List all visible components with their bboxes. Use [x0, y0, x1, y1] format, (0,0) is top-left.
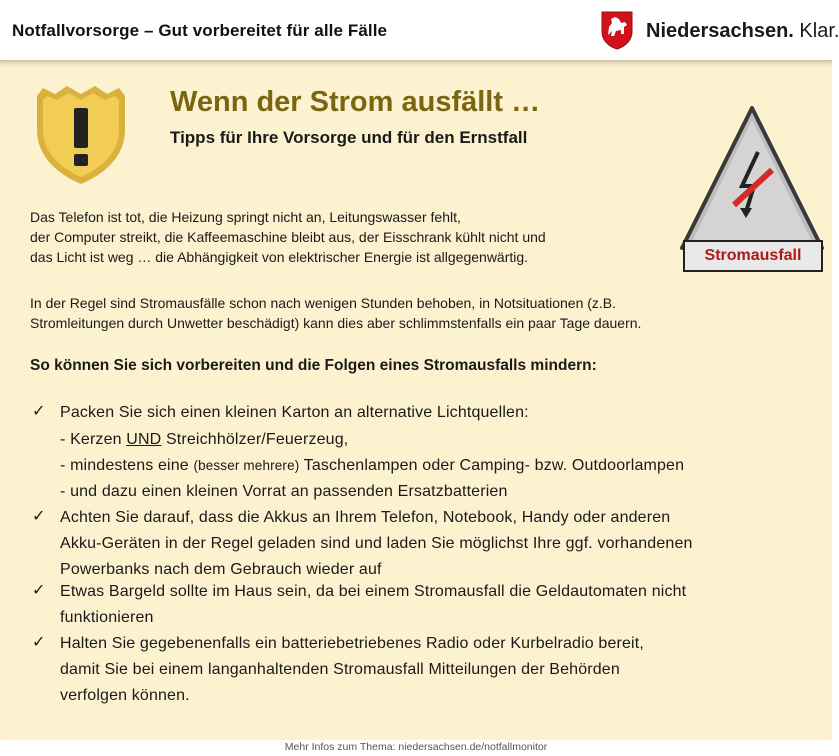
tip-line: verfolgen können. — [60, 687, 190, 704]
regel-line: Stromleitungen durch Unwetter beschädigt) kann dies aber schlimmstenfalls ein paar Tage dauern. — [30, 315, 642, 331]
tip-line: funktionieren — [60, 609, 154, 626]
emphasis-und: UND — [126, 431, 162, 448]
logo-claim: Klar. — [799, 20, 839, 42]
regel-line: In der Regel sind Stromausfälle schon nach wenigen Stunden behoben, in Notsituationen (z.B. — [30, 295, 617, 311]
niedersachsen-shield-logo-icon — [600, 10, 634, 50]
intro-line: Das Telefon ist tot, die Heizung springt nicht an, Leitungswasser fehlt, — [30, 209, 461, 225]
checkmark-icon: ✓ — [32, 582, 46, 599]
tip-line — [60, 454, 684, 478]
intro-line: der Computer streikt, die Kaffeemaschine bleibt aus, der Eisschrank kühlt nicht und — [30, 229, 546, 245]
logo-wordmark — [646, 20, 839, 43]
regel-paragraph — [30, 293, 641, 333]
tip-line: damit Sie bei einem langanhaltenden Stromausfall Mitteilungen der Behörden — [60, 661, 620, 678]
header-bar — [0, 0, 839, 60]
page-subtitle: Tipps für Ihre Vorsorge und für den Ernstfall — [170, 128, 528, 147]
tip-line: Achten Sie darauf, dass die Akkus an Ihrem Telefon, Notebook, Handy oder anderen — [60, 509, 671, 526]
checkmark-icon: ✓ — [32, 634, 46, 651]
tip-line: Akku-Geräten in der Regel geladen sind und laden Sie möglichst Ihre ggf. vorhandenen — [60, 535, 693, 552]
logo-name: Niedersachsen. — [646, 20, 794, 42]
header-title: Notfallvorsorge – Gut vorbereitet für alle Fälle — [12, 21, 388, 40]
stromausfall-label: Stromausfall — [683, 240, 823, 272]
tip-text: - Kerzen — [60, 431, 127, 448]
tip-line — [60, 428, 348, 452]
checkmark-icon: ✓ — [32, 403, 46, 420]
intro-paragraph — [30, 207, 546, 267]
checkmark-icon: ✓ — [32, 508, 46, 525]
tip-line: Powerbanks nach dem Gebrauch wieder auf — [60, 561, 382, 578]
intro-line: das Licht ist weg … die Abhängigkeit von elektrischer Energie ist allgegenwärtig. — [30, 249, 529, 265]
tip-note: (besser mehrere) — [193, 458, 300, 473]
footer-link-text[interactable]: Mehr Infos zum Thema: niedersachsen.de/notfallmonitor — [284, 741, 548, 753]
tip-text: Taschenlampen oder Camping- bzw. Outdoorlampen — [299, 457, 685, 474]
tip-line: Etwas Bargeld sollte im Haus sein, da bei einem Stromausfall die Geldautomaten nicht — [60, 583, 687, 600]
tip-text: Streichhölzer/Feuerzeug, — [161, 431, 349, 448]
tip-line: Packen Sie sich einen kleinen Karton an alternative Lichtquellen: — [60, 404, 529, 421]
tip-line: Halten Sie gegebenenfalls ein batteriebetriebenes Radio oder Kurbelradio bereit, — [60, 635, 644, 652]
niedersachsen-logo[interactable] — [600, 10, 839, 52]
page-title: Wenn der Strom ausfällt … — [170, 86, 541, 118]
warning-shield-icon — [29, 78, 133, 188]
tip-text: - mindestens eine — [60, 457, 194, 474]
tip-line: - und dazu einen kleinen Vorrat an passenden Ersatzbatterien — [60, 483, 508, 500]
tips-heading: So können Sie sich vorbereiten und die Folgen eines Stromausfalls mindern: — [30, 357, 597, 374]
